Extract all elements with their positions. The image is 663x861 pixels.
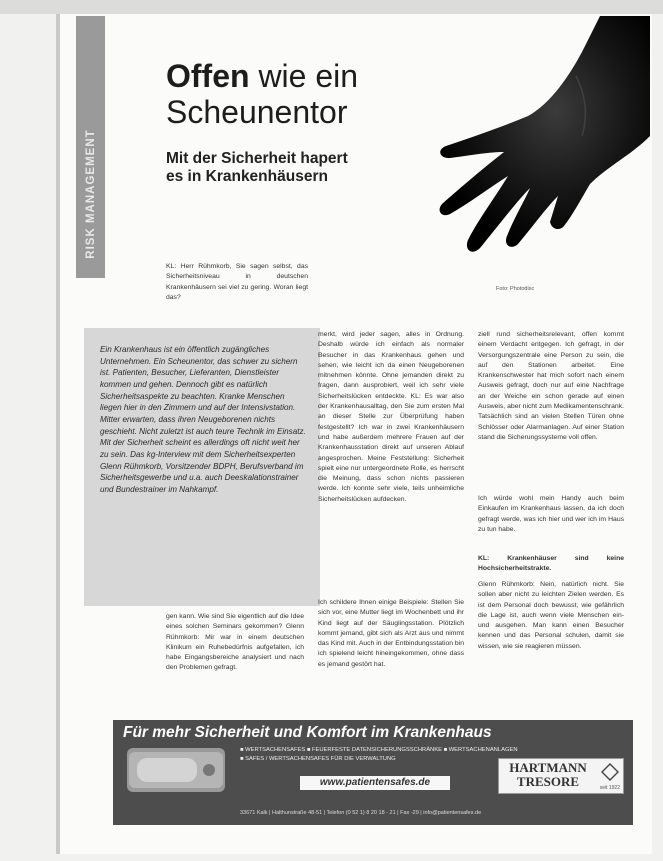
page-gutter bbox=[56, 14, 60, 854]
headline-rest: wie ein bbox=[249, 58, 359, 94]
section-label-text: RISK MANAGEMENT bbox=[84, 129, 97, 259]
intro-paragraph: KL: Herr Rühmkorb, Sie sagen selbst, das Sicherheitsniveau in deutschen Krankenhäusern sei viel zu gering. Woran liegt das? bbox=[166, 263, 308, 301]
headline-bold: Offen bbox=[166, 58, 250, 94]
section-label bbox=[76, 110, 105, 278]
column3-text-bottom: Glenn Rühmkorb: Nein, natürlich nicht. Sie sollen aber nicht zu leichten Zielen werden. Es ist dem Personal doch bewusst, wie gefährlich die Lage ist, auch wenn viele Menschen ein- und ausgehen. Man kann einen Besucher kennen und das Personal schulen, damit sie wissen, wie sie reagieren müssen. bbox=[478, 581, 624, 650]
photo-credit: Foto: Photodisc bbox=[496, 286, 535, 292]
column1-text: gen kann. Wie sind Sie eigentlich auf die Idee eines solchen Seminars gekommen? Glenn Rühmkorb: Mir war in einem deutschen Klinikum ein Ruhebedürfnis aufgefallen, ich habe Eingangsbereiche analysiert und nach den Problemen gefragt. bbox=[166, 613, 304, 672]
article-headline bbox=[166, 58, 358, 130]
scan-edge-top bbox=[0, 0, 663, 14]
brand-diamond-icon bbox=[601, 763, 619, 781]
hand-photo bbox=[380, 16, 650, 306]
ad-website-link[interactable]: www.patientensafes.de bbox=[300, 776, 450, 790]
brand-tagline: seit 1922 bbox=[599, 785, 620, 791]
column3-question: KL: Krankenhäuser sind keine Hochsicherheitstrakte. bbox=[478, 555, 624, 573]
brand-logo bbox=[498, 758, 624, 794]
column2-text-top: merkt, wird jeder sagen, alles in Ordnung. Deshalb würde ich einfach als normaler Besucher in das Krankenhaus gehen und sehen, wie leicht ich da einen Neugeborenen mitnehmen könnte. Ohne jemanden direkt zu fragen, dann ausprobiert, weil ich sehr viele Sicherheitslücken entdeckte. KL: Es war also der Krankenhausalltag, den Sie zum ersten Mal an dieser Stelle zur Überprüfung haben festgestellt? Ich war in zwei Krankenhäusern und habe außerdem mehrere Frauen auf der Krankenhausstation direkt auf unseren Ablauf angesprochen. Meine Feststellung: Sicherheit spielt eine nur untergeordnete Rolle, es herrscht die Meinung, dass schon nichts passieren werde. Ich konnte sehr viele, teils unheimliche Sicherheitslücken aufdecken. bbox=[318, 331, 464, 503]
ad-contact-footer: 33671 Kalk | Halthunstraße 48-51 | Telefon (0 52 1) 8 20 18 - 21 | Fax -29 | info@patientensafes.de bbox=[240, 810, 482, 816]
ad-headline: Für mehr Sicherheit und Komfort im Krankenhaus bbox=[123, 724, 492, 741]
safe-icon bbox=[127, 748, 225, 792]
brand-name-line1: HARTMANN bbox=[509, 760, 587, 775]
safe-image bbox=[127, 748, 225, 792]
headline-line2: Scheunentor bbox=[166, 94, 348, 130]
quote-text: Ein Krankenhaus ist ein öffentlich zugängliches Unternehmen. Ein Scheunentor, das schwer zu sichern ist. Patienten, Besucher, Lieferanten, Dienstleister kommen und gehen. Dennoch gibt es natürlich Sicherheitsaspekte zu beachten. Kranke Menschen liegen hier in den Zimmern und auf der Intensivstation. Mitter erwarten, dass ihren Neugeborenen nichts geschieht. Nicht zuletzt ist auch teure Technik im Einsatz. Mit der Sicherheit scheint es allerdings oft nicht weit her zu sein. Das kg-Interview mit dem Sicherheitsexperten Glenn Rühmkorb, Vorsitzender BDPH, Berufsverband im Sicherheitsgewerbe und u.a. auch Deeskalationstrainer und Bundestrainer im Nahkampf. bbox=[100, 345, 306, 494]
ad-product-line-1: ■ WERTSACHENSAFES ■ FEUERFESTE DATENSICHERUNGSSCHRÄNKE ■ WERTSACHENANLAGEN bbox=[240, 747, 518, 753]
column3-text-top: ziell rund sicherheitsrelevant, offen kommt einem Verdacht entgegen. Ich gefragt, in der Versorgungszentrale eine Person zu sein, die auf den Stationen arbeitet. Eine Krankenschwester hat mich sofort nach einem Ausweis gefragt, doch nur auf eine Nachfrage an der Weiche ein schon gerade auf einen Ausweis, aber nicht zum Medikamentenschrank. Tatsächlich sind an vielen Stellen Türen ohne Schlösser oder Alarmanlagen. Auf einer Station stand die Sicherungssysteme voll offen. bbox=[478, 331, 624, 441]
column2-text-bottom: Ich schildere Ihnen einige Beispiele: Stellen Sie sich vor, eine Mutter liegt im Wochenbett und ihr Kind liegt auf der Säuglingsstation. Plötzlich kommt jemand, gibt sich als Arzt aus und nimmt das Kind mit. Auch in der Entbindungsstation bin ich spielend leicht hineingekommen, ohne dass es jemand gestört hat. bbox=[318, 599, 464, 668]
brand-name bbox=[499, 761, 597, 789]
brand-name-line2: TRESORE bbox=[516, 774, 580, 789]
article-subheadline: Mit der Sicherheit hapert es in Krankenhäusern bbox=[166, 150, 348, 185]
ad-product-line-2: ■ SAFES / WERTSACHENSAFES FÜR DIE VERWALTUNG bbox=[240, 756, 396, 762]
column3-text-mid: Ich würde wohl mein Handy auch beim Einkaufen im Krankenhaus lassen, da ich doch gefragt werde, was ich hier und wer ich im Haus zu tun habe. bbox=[478, 495, 624, 533]
ad-product-list bbox=[240, 746, 530, 764]
